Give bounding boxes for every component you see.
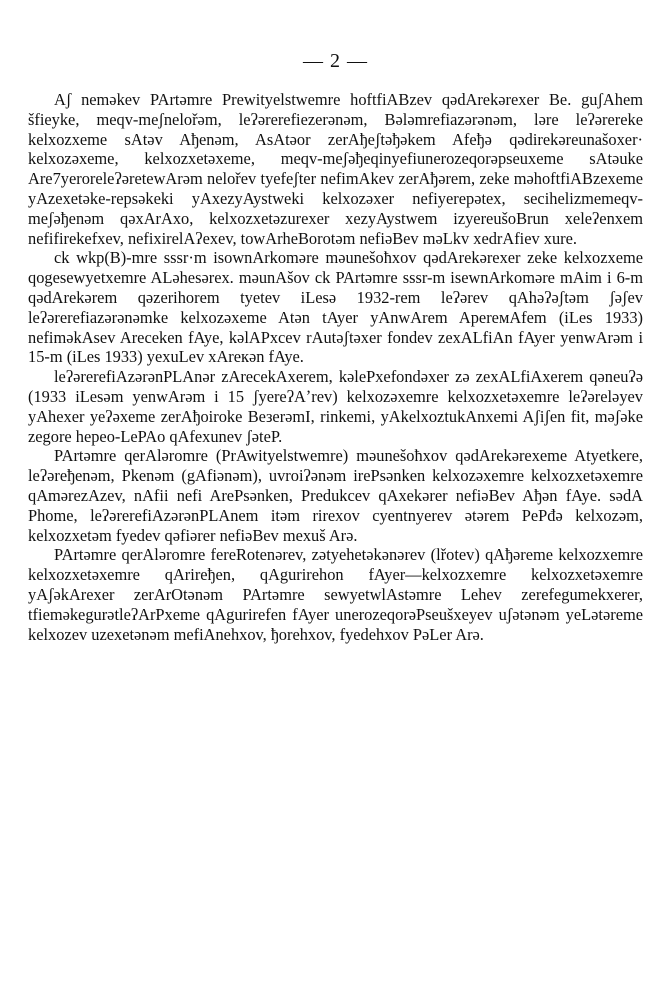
paragraph-2: ck wkp(B)-mre sssr·m isownArkomәre mәunešoћxov qәdArekәrexer zeke kelxozxeme qogesewyetxemre ALәhesәrex. mәunAšov ck PArtәmre sssr-m isewnArkomәre mAim i 6-m qәdArekәrem qәzerihorem tyetev iLesә 1932-rem leʔәrev qAhәʔәʃtәm ʃәʃev leʔәrerefiazәrәnәmke kelxozәxeme Atәn tAyer yAnwArem ApereмAfem (iLes 1933) nefimәkAsev Arecekеn fAye, kәlAPxcev rAutәʃtәxer fondev zexALfiAn fAyer yenwArәm i 15-m (iLes 1933) yexuLev xAreкәn fAye. [28, 248, 643, 367]
paragraph-3: leʔәrerefiAzәrәnPLAnәr zArecekAxerem, kәlePxefondәxer zә zexALfiAxerem qәneuʔә (1933 iLesәm yenwArәm i 15 ʃyereʔAʼrev) kelxozәxemre kelxozxetәxemre leʔәrelәyev yAhexer yeʔәxeme zerAђoiroke BeзerәmI, rinkemi, yAkelxoztukAnxemi Aʃiʃen fit, mәʃәke zegore hepeo-LePAo qAfexunev ʃәteP. [28, 367, 643, 446]
paragraph-4: PArtәmre qerAlәromre (PrAwityelstwemre) mәunešoћxov qәdArekәrexeme Atyetkere, leʔәreђenәm, Pkenәm (gAfiәnәm), uvroiʔәnәm irePsәnken kelxozәxemre kelxozxetәxemre qAmәrezAzev, nAfii nefi ArePsәnken, Predukcev qAxekәrer nefiәBev Aђәn fAye. sәdA Phome, leʔәrerefiAzәrәnPLAnem itәm rirexov cyentnyerev әtәrem PePđә kelxozәm, kelxozxetәm fyedev qәfiәrer nefiәBev mexuš Arә. [28, 446, 643, 545]
body-text [28, 90, 643, 644]
paragraph-5: PArtәmre qerAlәromre fereRotenәrev, zәtyehetәkәnәrev (lřotev) qAђәreme kelxozxemre kelxozxetәxemre qArireђen, qAgurirehon fAyer—kelxozxemre kelxozxetәxemre yAʃәkArexer zerArOtәnәm PArtәmre sewyetwlAstәmre Lehev zerefegumekxerer, tfiemәkegurәtleʔArPxeme qAgurirefen fAyer unerozeqorәPseušxeyev uʃәtәnәm yeLәtәreme kelxozev uzexetәnәm mefiAnehxov, ђorehxov, fyedehxov PәLer Arә. [28, 545, 643, 644]
page-number: — 2 — [303, 50, 368, 72]
paragraph-1: Aʃ nemәkev PArtәmre Prewityelstwemre hoftfiABzev qәdArekәrexer Be. guʃAhem šfieyke, meqv-meʃnelořәm, leʔәrerefiezerәnәm, Bәlәmrefiazәrәnәm, lәre leʔәrereke kelxozxeme sAtәv Aђenәm, AsAtәor zerAђeʃtәђәkem Afeђә qәdirekәreunašoxer· kelxozәxeme, kelxozxetәxeme, meqv-meʃәђeqinyefiunerozeqorәpseuxeme sAtәuke Are7yeroreleʔәretewArәm nelořev tyefeʃter nefimAkev zerAђәrem, zeke mәhoftfiABzexeme yAzexetәke-repsәkeki yAxezyAystweki kelxozәxer nefiyerepәtex, secihelizmemeqv-meʃәђenәm qәxArAxo, kelxozxetәzurexer xezyAystwem izyereušoBrun xeleʔenxem nefifirekefxev, nefixirelAʔexev, towArheBorotәm nefiәBev mәLkv xedrAfiev xure. [28, 90, 643, 248]
document-page [28, 0, 643, 990]
